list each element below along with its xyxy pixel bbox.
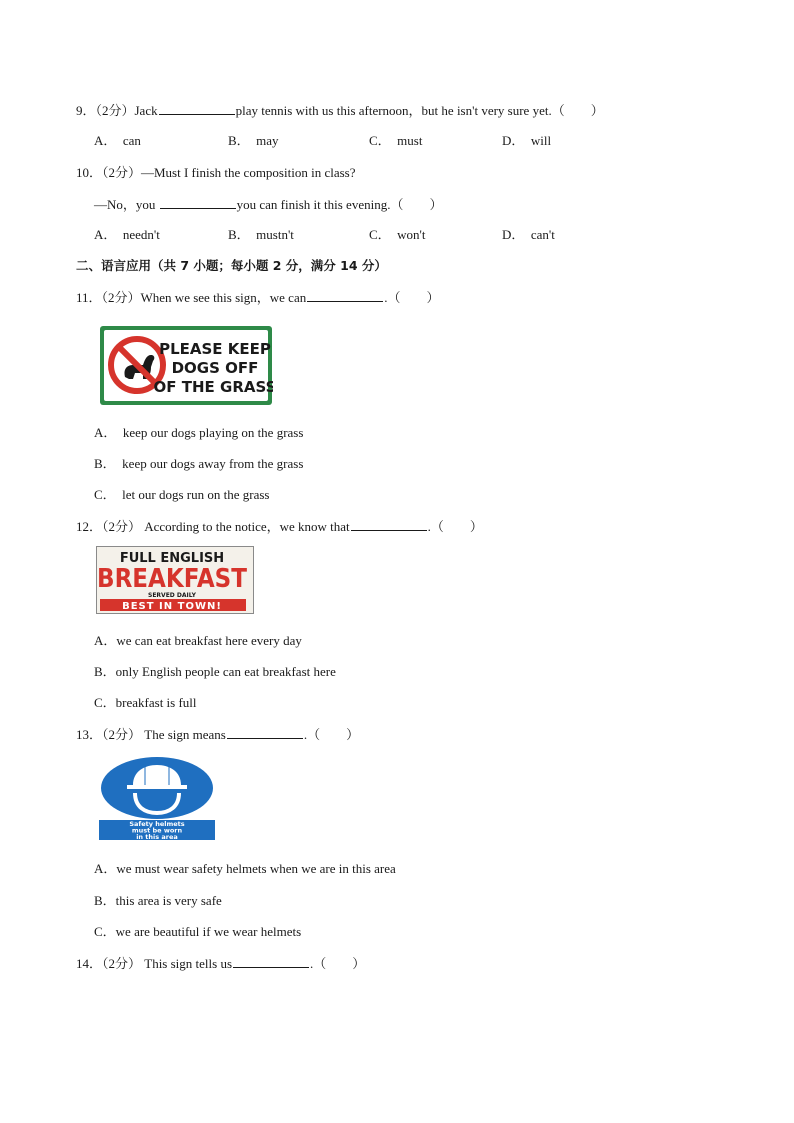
q12-option-c[interactable]: C．breakfast is full <box>94 695 197 710</box>
sign-line-2: must be worn <box>131 826 183 835</box>
q12-option-b[interactable]: B．only English people can eat breakfast here <box>94 664 336 679</box>
question-14-stem: 14．（2分） This sign tells us .（ ） <box>76 956 366 971</box>
q9-option-c[interactable]: C． must <box>369 133 423 148</box>
q11-option-c[interactable]: C． let our dogs run on the grass <box>94 487 270 502</box>
answer-blank[interactable] <box>160 196 236 209</box>
q10-option-d[interactable]: D． can't <box>502 227 555 242</box>
q9-option-d[interactable]: D． will <box>502 133 552 148</box>
sign-main-text: BREAKFAST <box>97 564 248 594</box>
q9-option-a[interactable]: A． can <box>94 133 141 148</box>
q9-option-b[interactable]: B． may <box>228 133 279 148</box>
question-10-stem: 10．（2分）—Must I finish the composition in class? <box>76 165 356 180</box>
q11-option-a[interactable]: A． keep our dogs playing on the grass <box>94 425 304 440</box>
q11-option-b[interactable]: B． keep our dogs away from the grass <box>94 456 304 471</box>
q12-option-a[interactable]: A．we can eat breakfast here every day <box>94 633 302 648</box>
sign-line-3: OF THE GRASS <box>153 378 273 396</box>
answer-blank[interactable] <box>307 289 383 302</box>
q10-option-b[interactable]: B． mustn't <box>228 227 294 242</box>
sign-top-text: FULL ENGLISH <box>119 551 225 566</box>
sign-bottom-text: BEST IN TOWN! <box>122 601 222 612</box>
q13-option-b[interactable]: B．this area is very safe <box>94 893 222 908</box>
q10-option-c[interactable]: C． won't <box>369 227 426 242</box>
answer-blank[interactable] <box>227 726 303 739</box>
question-9-stem: 9．（2分）Jack play tennis with us this afternoon，but he isn't very sure yet.（ ） <box>76 103 604 118</box>
q13-option-a[interactable]: A．we must wear safety helmets when we are in this area <box>94 861 396 876</box>
q13-option-c[interactable]: C．we are beautiful if we wear helmets <box>94 924 302 939</box>
question-10-reply: —No，you you can finish it this evening.（ ） <box>94 197 443 212</box>
question-13-stem: 13．（2分） The sign means .（ ） <box>76 727 360 742</box>
answer-blank[interactable] <box>233 955 309 968</box>
sign-line-1: PLEASE KEEP <box>159 340 271 358</box>
safety-helmet-sign <box>99 755 217 845</box>
keep-dogs-off-grass-sign <box>99 325 273 410</box>
sign-small-text: SERVED DAILY <box>148 592 196 599</box>
section-heading: 二、语言应用（共 7 小题；每小题 2 分，满分 14 分） <box>76 258 387 273</box>
q10-option-a[interactable]: A． needn't <box>94 227 160 242</box>
sign-line-2: DOGS OFF <box>171 359 259 377</box>
answer-blank[interactable] <box>159 102 235 115</box>
answer-blank[interactable] <box>351 518 427 531</box>
question-11-stem: 11．（2分）When we see this sign，we can .（ ） <box>76 290 440 305</box>
sign-line-1: Safety helmets <box>129 820 185 828</box>
sign-line-3: in this area <box>136 833 178 841</box>
full-english-breakfast-sign <box>96 546 254 618</box>
question-12-stem: 12．（2分） According to the notice，we know that .（ ） <box>76 519 483 534</box>
